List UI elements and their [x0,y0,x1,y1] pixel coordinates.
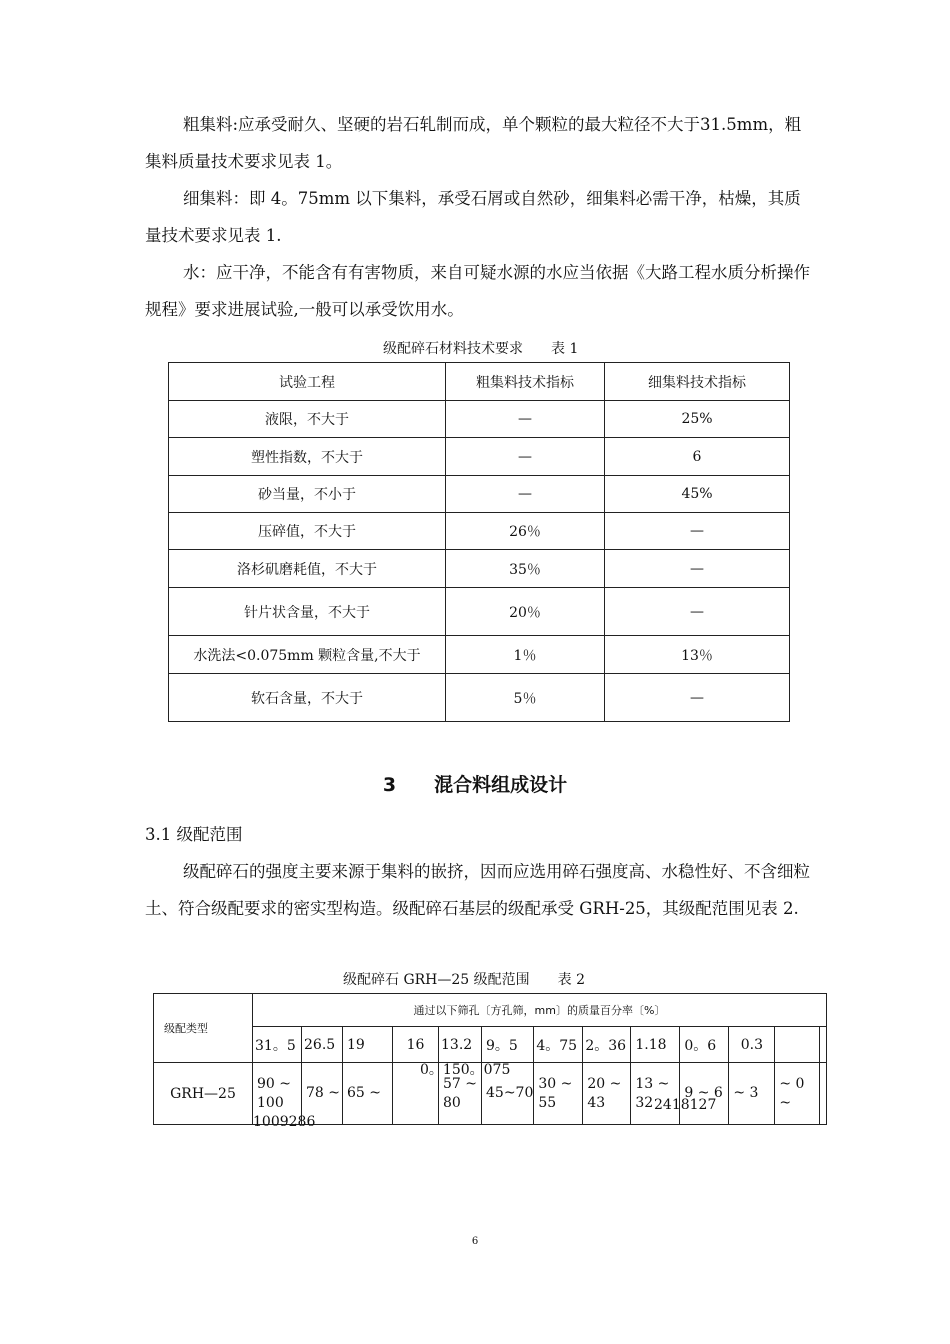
table-row [169,476,790,513]
value-cell: 13 ~ 32 [631,1063,680,1125]
table-row [169,674,790,722]
value-cell: 20 ~ 43 [583,1063,631,1125]
table1-caption: 级配碎石材料技术要求 表 1 [383,341,579,357]
sieve-cell: 2。36 [583,1027,631,1063]
value-cell: ~ 0 ~ [775,1063,820,1125]
sieve-cell: 26.5 [302,1027,343,1063]
table-header-row [169,363,790,401]
paragraph-gradation: 级配碎石的强度主要来源于集料的嵌挤，因而应选用碎石强度高、水稳性好、不含细粒土、符合级配要求的密实型构造。级配碎石基层的级配承受 GRH-25，其级配范围见表 2. [145,862,810,918]
table-sieve-row [154,1027,827,1063]
table-row [169,550,790,588]
sieve-cell: 9。5 [482,1027,534,1063]
table-header-pass: 通过以下筛孔〔方孔筛，mm〕的质量百分率〔%〕 [253,994,827,1027]
sieve-cell: 19 [343,1027,393,1063]
type-name-cell: GRH—25 [154,1063,253,1125]
paragraph-coarse-aggregate: 粗集料:应承受耐久、坚硬的岩石轧制而成，单个颗粒的最大粒径不大于31.5mm，粗集料质量技术要求见表 1。 [145,115,802,171]
value-cell: 57 ~ 80 [439,1063,482,1125]
section-title: 混合料组成设计 [434,774,568,796]
subsection-heading: 3.1 级配范围 [145,825,243,844]
table-header-row [154,994,827,1027]
overflow-text-right: 2418127 [654,1097,717,1113]
sieve-cell: 13.2 [439,1027,482,1063]
value-cell: 78 ~ [302,1063,343,1125]
section-number: 3 [382,774,397,796]
table-row [169,438,790,476]
table-cell: 26％ [446,513,605,550]
table-cell: 45% [605,476,790,513]
table-cell: — [605,550,790,588]
paragraph-fine-aggregate: 细集料：即 4。75mm 以下集料，承受石屑或自然砂，细集料必需干净，枯燥，其质量技术要求见表 1. [145,189,801,245]
table-cell: 25% [605,401,790,438]
table-cell: 13％ [605,636,790,674]
table-cell: 针片状含量，不大于 [169,588,446,636]
table-cell: 软石含量，不大于 [169,674,446,722]
table2-caption: 级配碎石 GRH—25 级配范围 表 2 [343,972,586,988]
paragraph-water: 水：应干净，不能含有有害物质，来自可疑水源的水应当依据《大路工程水质分析操作规程》要求进展试验,一般可以承受饮用水。 [145,263,810,319]
table-header-type: 级配类型 [154,994,253,1063]
value-cell: 90 ~ 100 [253,1063,302,1125]
page-number: 6 [471,1236,479,1247]
table-cell: 5％ [446,674,605,722]
table-cell: 砂当量，不小于 [169,476,446,513]
value-cell [820,1063,827,1125]
table-header-cell: 细集料技术指标 [605,363,790,401]
table-cell: 塑性指数，不大于 [169,438,446,476]
value-cell: 30 ~ 55 [534,1063,583,1125]
table-cell: 35％ [446,550,605,588]
value-cell: 9 ~ 6 [680,1063,729,1125]
sieve-cell: 1.18 [631,1027,680,1063]
table-cell: — [446,438,605,476]
table-cell: — [605,513,790,550]
sieve-cell [820,1027,827,1063]
table-cell: — [605,674,790,722]
sieve-cell: 31。5 [253,1027,302,1063]
sieve-cell: 16 [393,1027,439,1063]
overflow-text-top: 0。150。075 [420,1062,511,1078]
table-cell: 水洗法<0.075mm 颗粒含量,不大于 [169,636,446,674]
value-cell: ~ 3 [729,1063,775,1125]
table-cell: 6 [605,438,790,476]
table-cell: 1％ [446,636,605,674]
sieve-cell: 4。75 [534,1027,583,1063]
table-row [169,588,790,636]
table-row [169,513,790,550]
value-cell: 45~70 [482,1063,534,1125]
table-row [169,636,790,674]
table-cell: 压碎值，不大于 [169,513,446,550]
table-header-cell: 试验工程 [169,363,446,401]
table-cell: — [446,401,605,438]
table-row [169,401,790,438]
table-cell: 洛杉矶磨耗值，不大于 [169,550,446,588]
sieve-cell: 0.3 [729,1027,775,1063]
table-cell: — [446,476,605,513]
table-material-requirements [168,362,790,722]
table-header-cell: 粗集料技术指标 [446,363,605,401]
section-heading [0,770,950,797]
table-cell: — [605,588,790,636]
overflow-text-left: 1009286 [253,1114,316,1130]
sieve-cell: 0。6 [680,1027,729,1063]
table-cell: 20％ [446,588,605,636]
sieve-cell [775,1027,820,1063]
table-cell: 液限，不大于 [169,401,446,438]
value-cell: 65 ~ [343,1063,393,1125]
